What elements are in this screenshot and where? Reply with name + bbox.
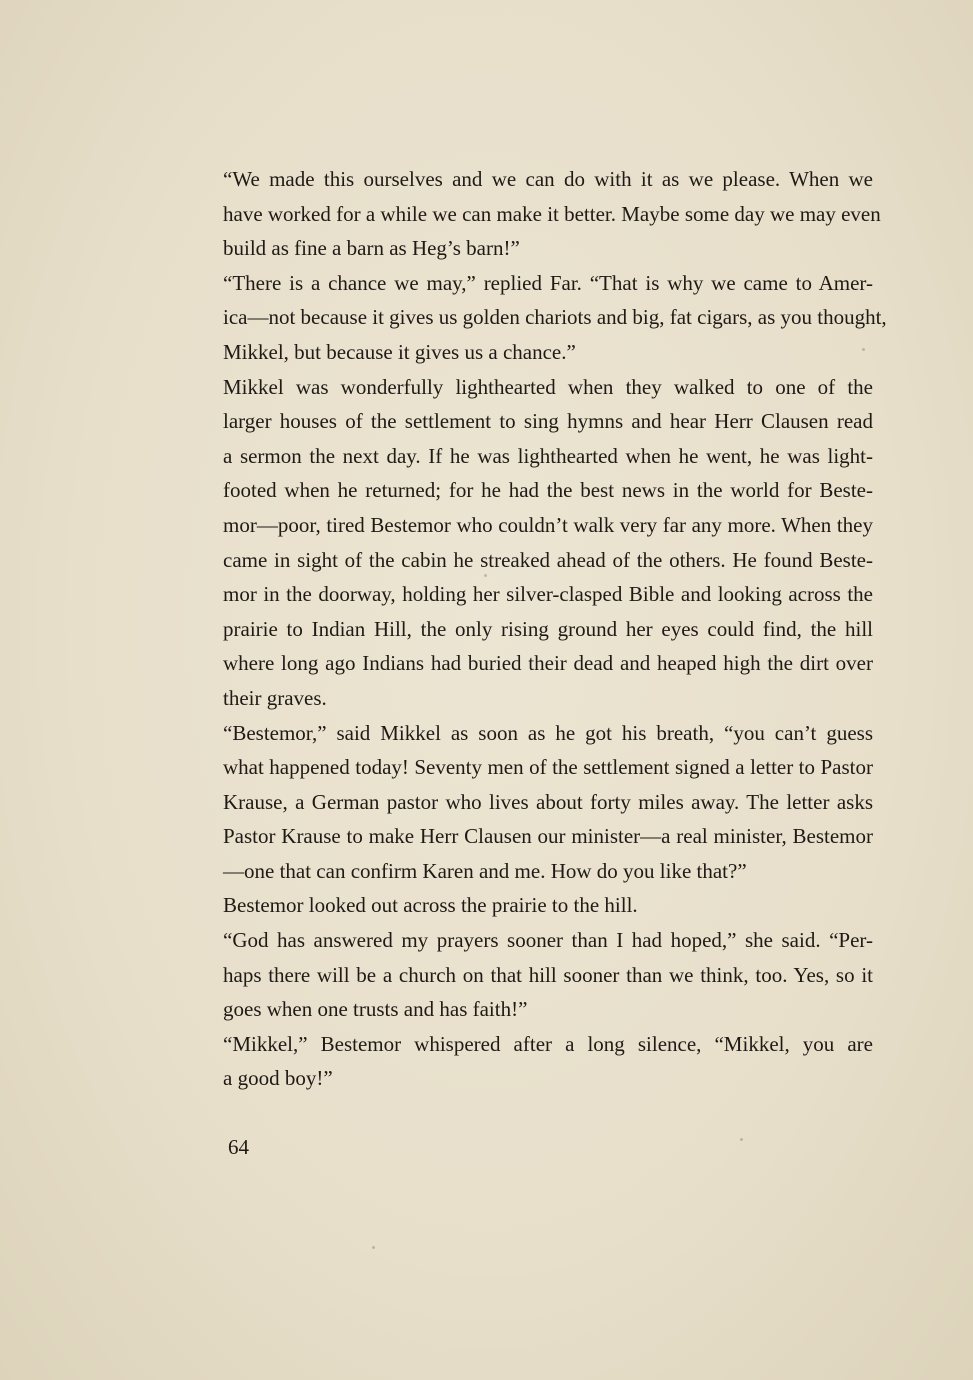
text-line: larger houses of the settlement to sing hymns and hear Herr Clausen read [223, 409, 873, 434]
text-line: “There is a chance we may,” replied Far. “That is why we came to Amer- [223, 270, 873, 295]
paragraph [193, 1027, 873, 1096]
paper-speck [372, 1246, 375, 1249]
text-line: came in sight of the cabin he streaked ahead of the others. He found Beste- [223, 547, 873, 572]
text-line: “God has answered my prayers sooner than I had hoped,” she said. “Per- [223, 928, 873, 953]
paragraph [193, 266, 887, 370]
text-line: what happened today! Seventy men of the settlement signed a letter to Pastor [223, 755, 873, 780]
text-line: —one that can confirm Karen and me. How do you like that?” [223, 858, 747, 883]
text-line: mor—poor, tired Bestemor who couldn’t walk very far any more. When they [223, 512, 873, 537]
text-line: goes when one trusts and has faith!” [223, 997, 528, 1022]
text-line: a sermon the next day. If he was lighthearted when he went, he was light- [223, 443, 873, 468]
text-line: mor in the doorway, holding her silver-clasped Bible and looking across the [223, 582, 873, 607]
text-line: Bestemor looked out across the prairie to the hill. [223, 893, 638, 918]
paragraph [193, 923, 873, 1027]
paragraph [193, 370, 873, 716]
text-line: Pastor Krause to make Herr Clausen our minister—a real minister, Bestemor [223, 824, 873, 849]
text-line: a good boy!” [223, 1066, 333, 1091]
page-number: 64 [228, 1135, 249, 1159]
text-line: have worked for a while we can make it better. Maybe some day we may even [223, 201, 881, 226]
text-line: “Bestemor,” said Mikkel as soon as he got his breath, “you can’t guess [223, 720, 873, 745]
text-line: haps there will be a church on that hill sooner than we think, too. Yes, so it [223, 962, 873, 987]
paragraph [193, 716, 873, 889]
paragraph [193, 162, 881, 266]
paper-speck [484, 574, 487, 577]
text-line: where long ago Indians had buried their dead and heaped high the dirt over [223, 651, 873, 676]
paper-speck [740, 1138, 743, 1141]
text-line: ica—not because it gives us golden chariots and big, fat cigars, as you thought, [223, 305, 887, 330]
paper-speck [862, 348, 865, 351]
text-line: Mikkel, but because it gives us a chance.” [223, 339, 576, 364]
paragraph [193, 888, 873, 923]
text-line: footed when he returned; for he had the best news in the world for Beste- [223, 478, 873, 503]
text-line: their graves. [223, 685, 327, 710]
text-line: build as fine a barn as Heg’s barn!” [223, 236, 520, 261]
text-line: prairie to Indian Hill, the only rising ground her eyes could find, the hill [223, 616, 873, 641]
text-line: “Mikkel,” Bestemor whispered after a long silence, “Mikkel, you are [223, 1031, 873, 1056]
text-line: Krause, a German pastor who lives about forty miles away. The letter asks [223, 789, 873, 814]
text-line: Mikkel was wonderfully lighthearted when they walked to one of the [223, 374, 873, 399]
text-line: “We made this ourselves and we can do with it as we please. When we [223, 167, 873, 191]
body-text [193, 162, 887, 1096]
